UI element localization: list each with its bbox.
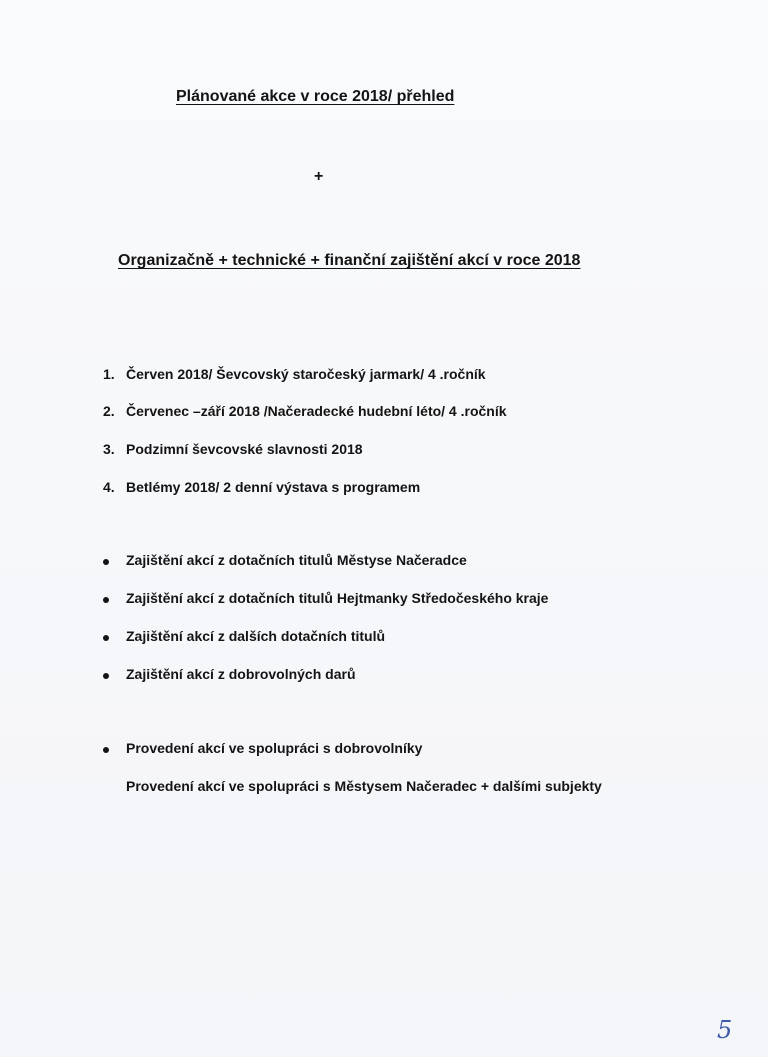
event-item: Červen 2018/ Ševcovský staročeský jarmark/ 4 .ročník [126,366,486,382]
event-item: Betlémy 2018/ 2 denní výstava s programem [126,479,421,495]
execution-line: Provedení akcí ve spolupráci s Městysem Načeradec + dalšími subjekty [126,778,602,794]
bullet-icon [103,559,109,565]
bullet-icon [103,635,109,641]
event-number: 2. [103,403,115,419]
funding-item: Zajištění akcí z dobrovolných darů [126,666,356,682]
event-number: 4. [103,479,115,495]
event-number: 3. [103,441,115,457]
document-subtitle: Organizačně + technické + finanční zajištění akcí v roce 2018 [118,252,581,269]
bullet-icon [103,597,109,603]
execution-item: Provedení akcí ve spolupráci s dobrovolníky [126,740,423,756]
plus-sign: + [314,168,324,185]
page-number: 5 [717,1016,733,1044]
funding-item: Zajištění akcí z dotačních titulů Hejtmanky Středočeského kraje [126,590,549,606]
event-item: Podzimní ševcovské slavnosti 2018 [126,441,363,457]
event-number: 1. [103,366,115,382]
funding-item: Zajištění akcí z dalších dotačních titulů [126,628,386,644]
event-item: Červenec –září 2018 /Načeradecké hudební léto/ 4 .ročník [126,403,507,419]
bullet-icon [103,673,109,679]
bullet-icon [103,747,109,753]
funding-item: Zajištění akcí z dotačních titulů Městyse Načeradce [126,552,467,568]
document-title: Plánované akce v roce 2018/ přehled [176,88,455,105]
